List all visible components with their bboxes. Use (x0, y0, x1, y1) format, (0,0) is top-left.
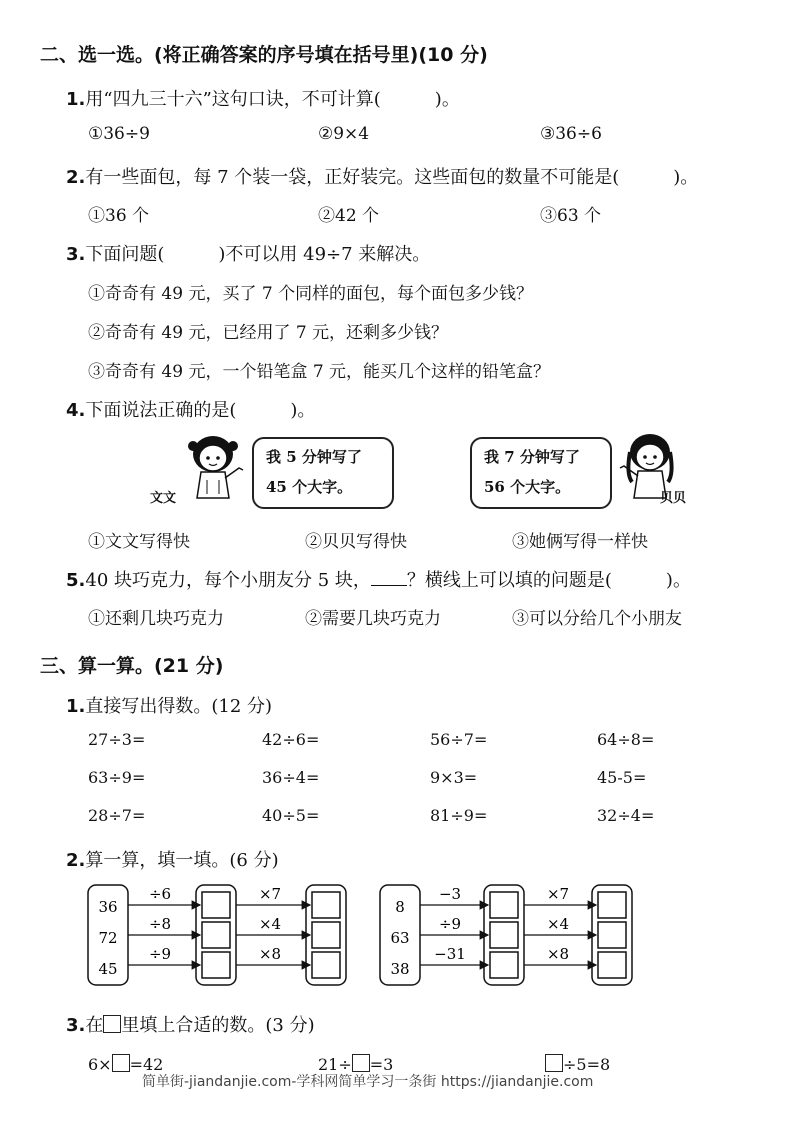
bubble-line: 我 7 分钟写了 (484, 448, 580, 466)
input-value: 8 (395, 898, 405, 916)
question-text: 在 (85, 1015, 104, 1036)
option: ②奇奇有 49 元，已经用了 7 元，还剩多少钱？ (88, 323, 449, 343)
calc-item: 36÷4= (262, 768, 320, 787)
blank-box-icon (103, 1015, 121, 1033)
answer-box[interactable] (598, 892, 626, 918)
question-2 (66, 163, 698, 189)
bubble-line: 45 个大字。 (266, 478, 353, 496)
option: ①36 个 (88, 206, 150, 226)
part-2 (66, 846, 279, 872)
calc-item: 63÷9= (88, 768, 146, 787)
option: ①36÷9 (88, 124, 150, 144)
question-number: 2. (66, 850, 86, 871)
operation-label: ×8 (546, 945, 570, 963)
question-text: 40 块巧克力，每个小朋友分 5 块， (85, 570, 371, 591)
operation-label: ×7 (258, 885, 282, 903)
input-value: 38 (390, 960, 410, 978)
girl-wenwen-illustration (185, 432, 247, 507)
answer-box[interactable] (598, 922, 626, 948)
answer-box[interactable] (490, 922, 518, 948)
input-value: 36 (98, 898, 118, 916)
answer-box[interactable] (545, 1054, 563, 1072)
question-text: ？横线上可以填的问题是( )。 (406, 570, 691, 591)
answer-box[interactable] (202, 892, 230, 918)
option: ③63 个 (540, 206, 602, 226)
question-number: 5. (66, 570, 86, 591)
answer-box[interactable] (312, 892, 340, 918)
answer-box[interactable] (598, 952, 626, 978)
operation-label: ×4 (258, 915, 282, 933)
operation-label: ÷8 (148, 915, 172, 933)
fill-item-before: 6× (88, 1055, 112, 1074)
answer-box[interactable] (490, 952, 518, 978)
part-1 (66, 692, 272, 718)
input-value: 45 (98, 960, 118, 978)
option: ①还剩几块巧克力 (88, 609, 224, 629)
question-text: 用“四九三十六”这句口诀，不可计算( )。 (85, 89, 460, 110)
question-text: 里填上合适的数。(3 分) (121, 1015, 315, 1036)
watermark: 简单街-jiandanjie.com-学科网简单学习一条街 https://jiandanjie.com (142, 1074, 594, 1090)
question-number: 1. (66, 696, 86, 717)
option: ③36÷6 (540, 124, 602, 144)
calc-diagram-left (86, 880, 350, 990)
calc-item: 45-5= (597, 768, 647, 787)
question-number: 1. (66, 89, 86, 110)
question-text: 有一些面包，每 7 个装一袋，正好装完。这些面包的数量不可能是( )。 (85, 167, 699, 188)
operation-label: ×8 (258, 945, 282, 963)
option: ②42 个 (318, 206, 380, 226)
calc-item: 56÷7= (430, 730, 488, 749)
calc-item: 64÷8= (597, 730, 655, 749)
operation-label: ×7 (546, 885, 570, 903)
operation-label: −31 (434, 945, 466, 963)
operation-label: ×4 (546, 915, 570, 933)
bubble-line: 我 5 分钟写了 (266, 448, 362, 466)
question-number: 4. (66, 400, 86, 421)
question-text: 直接写出得数。(12 分) (85, 696, 273, 717)
answer-box[interactable] (202, 952, 230, 978)
fill-item-after: ÷5=8 (563, 1055, 611, 1074)
question-number: 2. (66, 167, 86, 188)
input-value: 63 (390, 929, 410, 947)
answer-box[interactable] (312, 922, 340, 948)
name-wenwen: 文文 (150, 491, 177, 506)
calc-item: 40÷5= (262, 806, 320, 825)
calc-item: 42÷6= (262, 730, 320, 749)
option: ③可以分给几个小朋友 (512, 609, 682, 629)
answer-box[interactable] (312, 952, 340, 978)
question-text: 下面说法正确的是( )。 (85, 400, 316, 421)
section-3-title: 三、算一算。(21 分) (40, 655, 224, 677)
operation-label: ÷6 (148, 885, 172, 903)
bubble-line: 56 个大字。 (484, 478, 571, 496)
question-number: 3. (66, 244, 86, 265)
fill-item-after: =42 (129, 1055, 164, 1074)
answer-box[interactable] (202, 922, 230, 948)
option: ③奇奇有 49 元，一个铅笔盒 7 元，能买几个这样的铅笔盒？ (88, 362, 551, 382)
operation-label: ÷9 (438, 915, 462, 933)
option: ①奇奇有 49 元，买了 7 个同样的面包，每个面包多少钱？ (88, 284, 534, 304)
option: ②需要几块巧克力 (305, 609, 441, 629)
speech-bubble-left (252, 437, 394, 509)
fill-item-before: 21÷ (318, 1055, 352, 1074)
option: ③她俩写得一样快 (512, 532, 648, 552)
question-text: 下面问题( )不可以用 49÷7 来解决。 (85, 244, 431, 265)
option: ②9×4 (318, 124, 370, 144)
calc-item: 28÷7= (88, 806, 146, 825)
part-3 (66, 1011, 315, 1037)
calc-item: 32÷4= (597, 806, 655, 825)
question-3 (66, 240, 430, 266)
operation-label: −3 (438, 885, 462, 903)
question-5 (66, 566, 691, 592)
question-number: 3. (66, 1015, 86, 1036)
question-1 (66, 85, 460, 111)
calc-item: 81÷9= (430, 806, 488, 825)
question-text: 算一算，填一填。(6 分) (85, 850, 279, 871)
answer-box[interactable] (352, 1054, 370, 1072)
calc-item: 9×3= (430, 768, 478, 787)
calc-diagram-right (378, 880, 642, 990)
fill-item-after: =3 (369, 1055, 394, 1074)
option: ②贝贝写得快 (305, 532, 407, 552)
question-4 (66, 396, 315, 422)
speech-bubble-right (470, 437, 612, 509)
answer-blank-line[interactable] (371, 571, 407, 586)
operation-label: ÷9 (148, 945, 172, 963)
section-2-title: 二、选一选。(将正确答案的序号填在括号里)(10 分) (40, 44, 488, 66)
option: ①文文写得快 (88, 532, 190, 552)
input-value: 72 (98, 929, 118, 947)
answer-box[interactable] (490, 892, 518, 918)
name-beibei: 贝贝 (660, 491, 687, 506)
calc-item: 27÷3= (88, 730, 146, 749)
answer-box[interactable] (112, 1054, 130, 1072)
